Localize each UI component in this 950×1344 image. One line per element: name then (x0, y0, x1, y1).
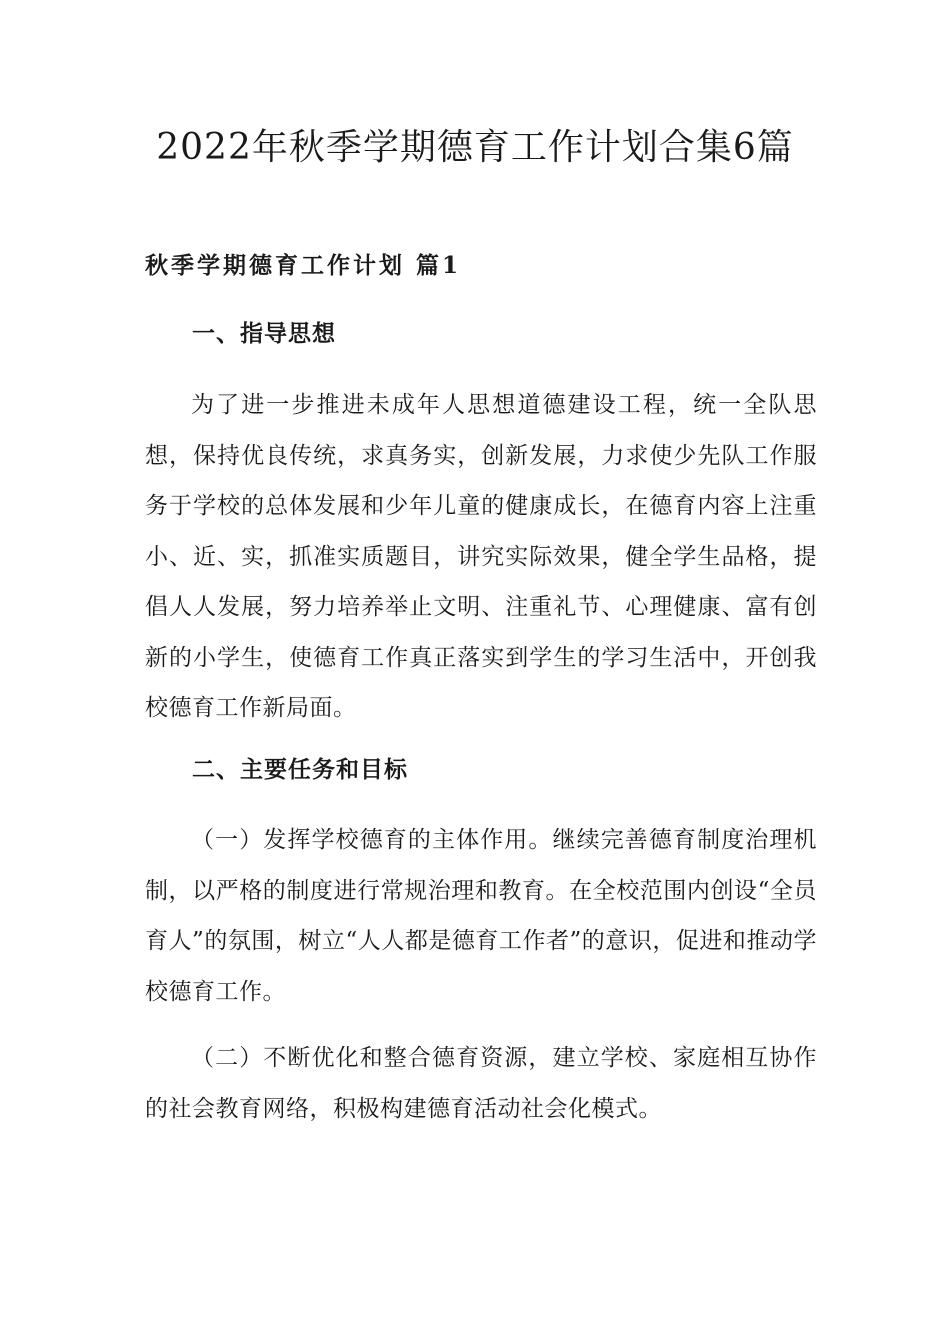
paragraph-task-2: （二）不断优化和整合德育资源，建立学校、家庭相互协作的社会教育网络，积极构建德育活动社会化模式。 (145, 1045, 817, 1122)
heading-guiding-ideology: 一、指导思想 (192, 320, 336, 347)
paragraph-guiding-ideology: 为了进一步推进未成年人思想道德建设工程，统一全队思想，保持优良传统，求真务实，创新发展，力求使少先队工作服务于学校的总体发展和少年儿童的健康成长，在德育内容上注重小、近、实，抓准实质题目，讲究实际效果，健全学生品格，提倡人人发展，努力培养举止文明、注重礼节、心理健康、富有创新的小学生，使德育工作真正落实到学生的学习生活中，开创我校德育工作新局面。 (145, 392, 817, 721)
section-heading: 秋季学期德育工作计划 篇1 (145, 252, 462, 279)
heading-main-tasks: 二、主要任务和目标 (192, 756, 408, 783)
document-title: 2022年秋季学期德育工作计划合集6篇 (156, 127, 794, 168)
paragraph-task-1: （一）发挥学校德育的主体作用。继续完善德育制度治理机制，以严格的制度进行常规治理和教育。在全校范围内创设“全员育人”的氛围，树立“人人都是德育工作者”的意识，促进和推动学校德育工作。 (145, 827, 817, 1005)
